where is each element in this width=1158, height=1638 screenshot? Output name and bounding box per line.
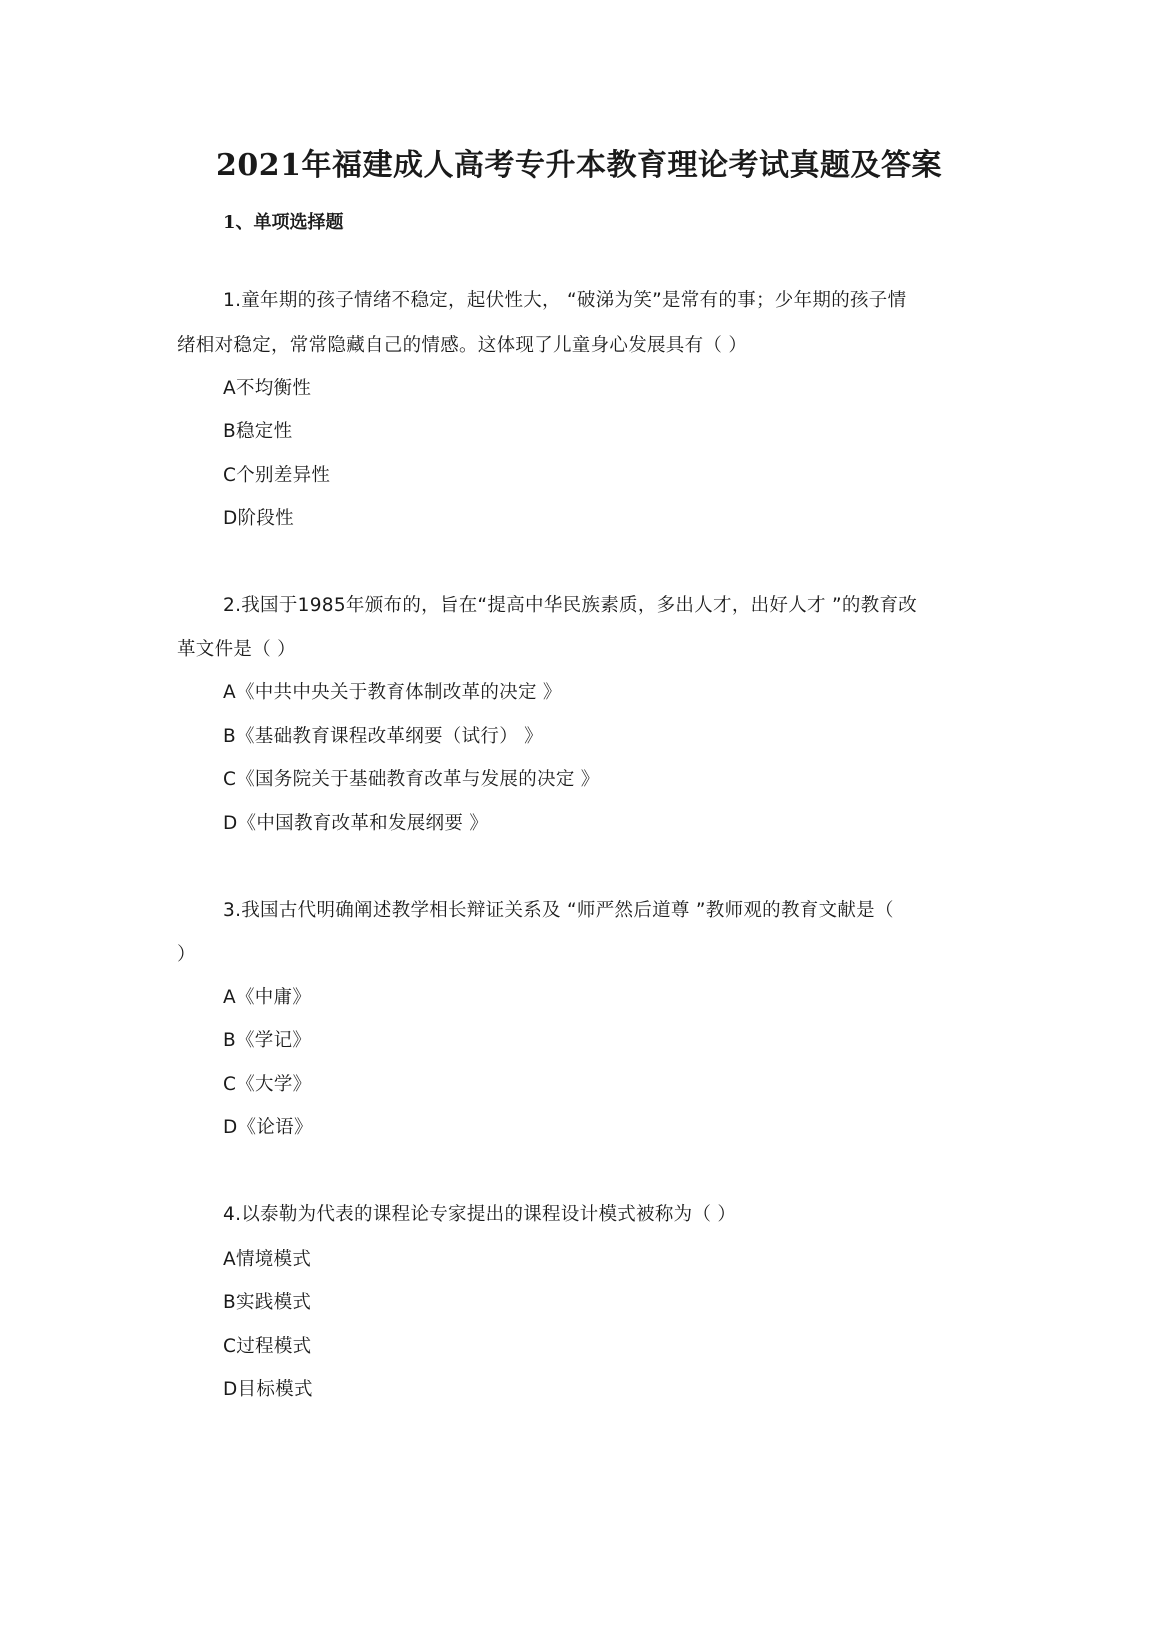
question-1-option-a: A不均衡性 xyxy=(223,378,312,399)
question-3-option-c: C《大学》 xyxy=(223,1074,312,1095)
question-2-stem-continued: 革文件是（ ） xyxy=(177,639,296,660)
question-4-option-c: C过程模式 xyxy=(223,1336,312,1357)
question-3-stem: 3.我国古代明确阐述教学相长辩证关系及 “师严然后道尊 ”教师观的教育文献是（ xyxy=(223,900,894,921)
question-2-option-c: C《国务院关于基础教育改革与发展的决定 》 xyxy=(223,769,600,790)
question-2-stem: 2.我国于1985年颁布的，旨在“提高中华民族素质，多出人才，出好人才 ”的教育改 xyxy=(223,595,918,616)
section-heading: 1、单项选择题 xyxy=(223,212,344,233)
question-3-stem-continued: ） xyxy=(177,944,196,965)
question-4-stem: 4.以泰勒为代表的课程论专家提出的课程设计模式被称为（ ） xyxy=(223,1204,737,1225)
question-2-option-a: A《中共中央关于教育体制改革的决定 》 xyxy=(223,682,562,703)
question-3-option-b: B《学记》 xyxy=(223,1030,312,1051)
question-4-option-d: D目标模式 xyxy=(223,1379,313,1400)
question-1-option-d: D阶段性 xyxy=(223,508,294,529)
question-1-stem: 1.童年期的孩子情绪不稳定，起伏性大， “破涕为笑”是常有的事；少年期的孩子情 xyxy=(223,290,907,311)
question-4-option-a: A情境模式 xyxy=(223,1249,312,1270)
question-3-option-d: D《论语》 xyxy=(223,1117,313,1138)
question-2-option-d: D《中国教育改革和发展纲要 》 xyxy=(223,813,489,834)
question-3-option-a: A《中庸》 xyxy=(223,987,312,1008)
question-1-option-b: B稳定性 xyxy=(223,421,293,442)
question-2-option-b: B《基础教育课程改革纲要（试行） 》 xyxy=(223,726,543,747)
question-1-option-c: C个别差异性 xyxy=(223,465,331,486)
question-1-stem-continued: 绪相对稳定，常常隐藏自己的情感。这体现了儿童身心发展具有（ ） xyxy=(177,335,748,356)
document-title: 2021年福建成人高考专升本教育理论考试真题及答案 xyxy=(216,148,942,183)
question-4-option-b: B实践模式 xyxy=(223,1292,312,1313)
